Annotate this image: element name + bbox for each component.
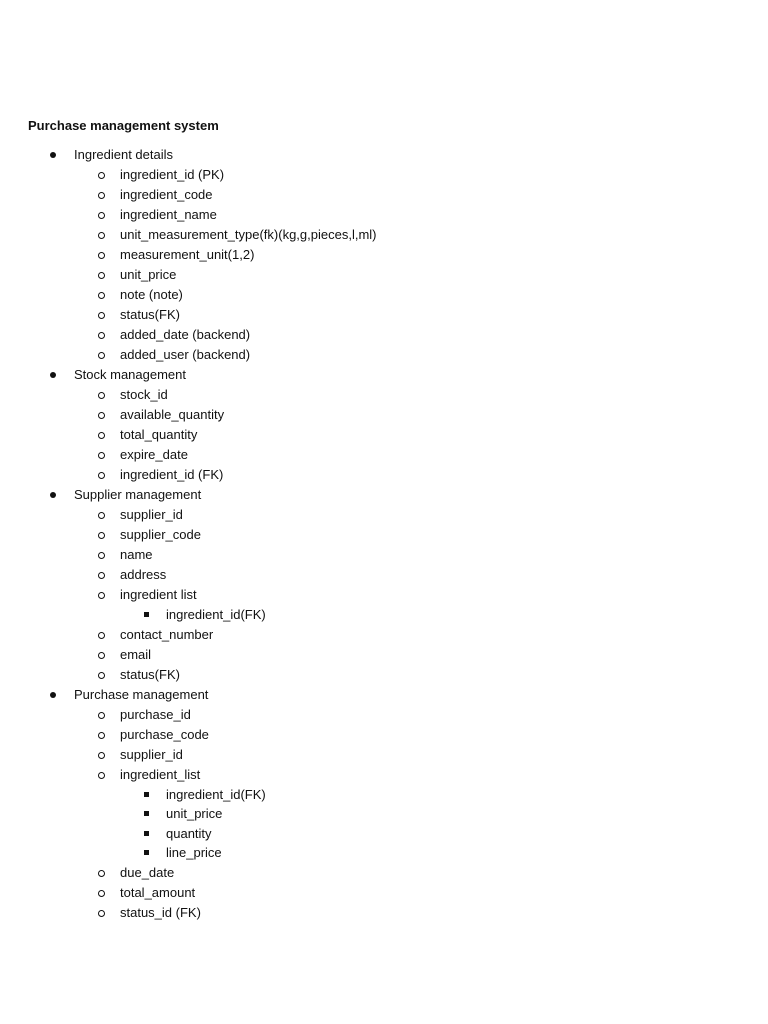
field-label: supplier_code — [120, 527, 201, 542]
field-label: address — [120, 567, 167, 582]
section-label: Supplier management — [74, 487, 202, 502]
field-item — [0, 765, 768, 785]
field-item — [0, 325, 768, 345]
field-label: ingredient_code — [120, 187, 213, 202]
field-label: note (note) — [120, 287, 183, 302]
field-list — [0, 165, 768, 365]
field-label: supplier_id — [120, 746, 183, 762]
section-row — [0, 685, 768, 705]
field-item — [0, 345, 768, 365]
field-label: added_date (backend) — [120, 327, 251, 342]
field-label: ingredient_id (PK) — [120, 167, 225, 182]
subfield-item — [0, 804, 768, 824]
field-item — [0, 205, 768, 225]
subfield-label: unit_price — [166, 806, 223, 821]
field-item — [0, 585, 768, 605]
field-label: status_id (FK) — [120, 904, 201, 920]
field-label: ingredient_id (FK) — [120, 467, 224, 482]
field-item — [0, 545, 768, 565]
field-item — [0, 645, 768, 665]
field-label: added_user (backend) — [120, 347, 251, 362]
field-item — [0, 265, 768, 285]
section-label: Ingredient details — [74, 147, 174, 162]
field-item — [0, 505, 768, 525]
field-item — [0, 745, 768, 765]
field-label: purchase_code — [120, 726, 209, 742]
field-label: ingredient list — [120, 587, 197, 602]
section-item — [0, 485, 768, 685]
field-label: total_amount — [120, 884, 196, 900]
field-item — [0, 625, 768, 645]
field-label: unit_price — [120, 267, 177, 282]
field-list — [0, 705, 768, 923]
section-label: Stock management — [74, 367, 187, 382]
section-item — [0, 365, 768, 485]
section-row — [0, 365, 768, 385]
field-item — [0, 285, 768, 305]
field-label: contact_number — [120, 626, 214, 642]
field-label: measurement_unit(1,2) — [120, 247, 255, 262]
subfield-item — [0, 605, 768, 625]
field-label: due_date — [120, 864, 175, 880]
field-item — [0, 665, 768, 685]
section-row — [0, 145, 768, 165]
field-item — [0, 425, 768, 445]
field-item — [0, 705, 768, 725]
field-label: name — [120, 547, 153, 562]
field-label: supplier_id — [120, 507, 183, 522]
field-label: unit_measurement_type(fk)(kg,g,pieces,l,ml) — [120, 227, 377, 242]
field-label: status(FK) — [120, 307, 180, 322]
field-item — [0, 225, 768, 245]
subfield-label: quantity — [166, 825, 212, 841]
field-label: purchase_id — [120, 706, 191, 722]
subfield-label: line_price — [166, 845, 222, 860]
field-label: available_quantity — [120, 407, 225, 422]
field-list — [0, 505, 768, 685]
subfield-label: ingredient_id(FK) — [166, 607, 266, 622]
field-label: ingredient_name — [120, 207, 217, 222]
field-item — [0, 405, 768, 425]
section-list — [0, 145, 768, 923]
section-item — [0, 685, 768, 923]
field-label: status(FK) — [120, 666, 180, 682]
field-label: email — [120, 646, 152, 662]
subfield-item — [0, 824, 768, 844]
field-item — [0, 465, 768, 485]
section-item — [0, 145, 768, 365]
field-item — [0, 725, 768, 745]
field-item — [0, 883, 768, 903]
subfield-item — [0, 843, 768, 863]
field-label: stock_id — [120, 387, 168, 402]
subfield-label: ingredient_id(FK) — [166, 786, 266, 802]
field-item — [0, 305, 768, 325]
field-list — [0, 385, 768, 485]
field-item — [0, 525, 768, 545]
section-label: Purchase management — [74, 686, 209, 702]
section-row — [0, 485, 768, 505]
field-item — [0, 385, 768, 405]
subfield-item — [0, 785, 768, 805]
field-label: ingredient_list — [120, 766, 201, 782]
field-item — [0, 863, 768, 883]
field-item — [0, 565, 768, 585]
field-item — [0, 445, 768, 465]
field-item — [0, 165, 768, 185]
document-title: Purchase management system — [28, 118, 219, 133]
field-label: total_quantity — [120, 427, 198, 442]
field-item — [0, 245, 768, 265]
field-item — [0, 185, 768, 205]
field-item — [0, 903, 768, 923]
field-label: expire_date — [120, 447, 188, 462]
